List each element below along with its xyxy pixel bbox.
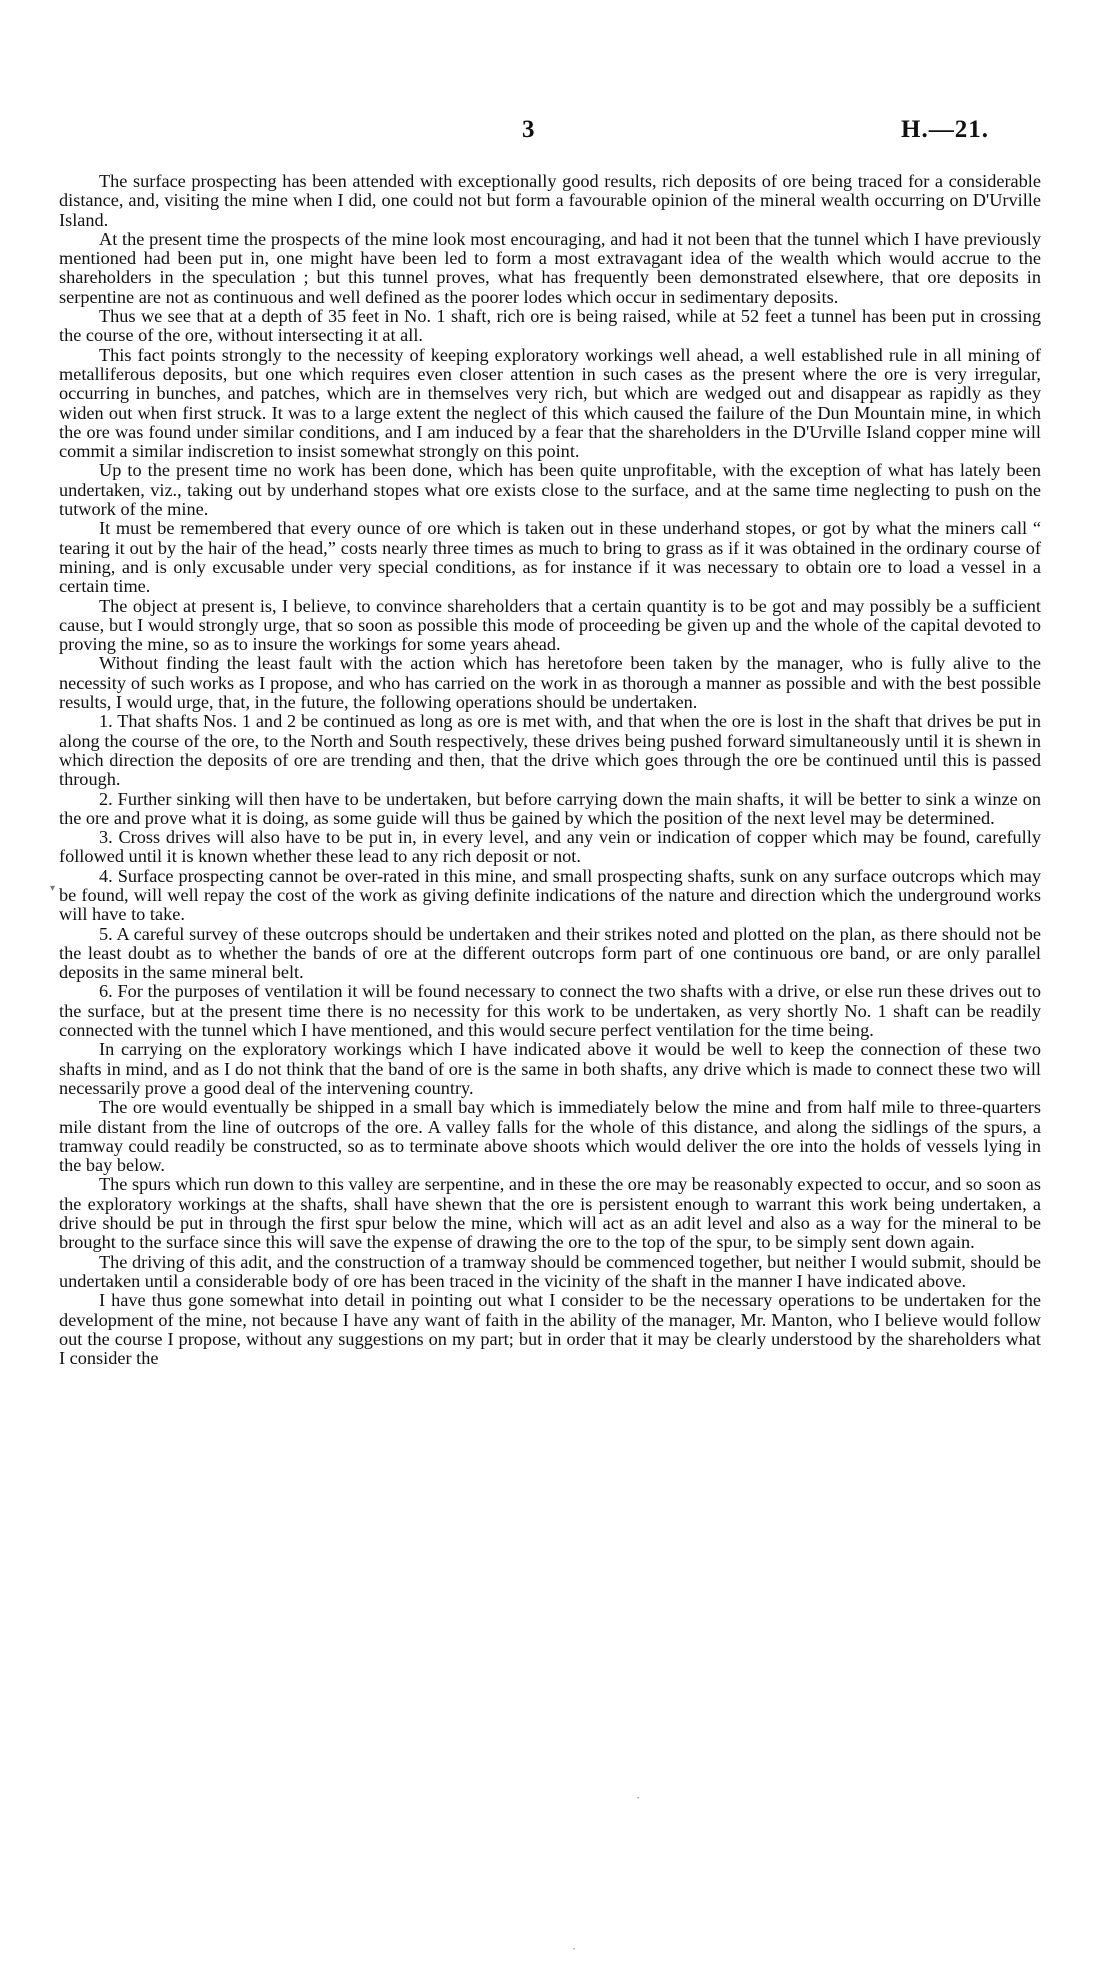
- paragraph: This fact points strongly to the necessity of keeping exploratory workings well ahead, a well established rule in all mining of metalliferous deposits, but one which requires even closer attention in such cases as the present where the ore is very irregular, occurring in bunches, and patches, which are in themselves very rich, but which are wedged out and disappear as rapidly as they widen out when first struck. It was to a large extent the neglect of this which caused the failure of the Dun Mountain mine, in which the ore was found under similar conditions, and I am induced by a fear that the shareholders in the D'Urville Island copper mine will commit a similar indiscretion to insist somewhat strongly on this point.: [59, 344, 1041, 462]
- paragraph: The object at present is, I believe, to convince shareholders that a certain quantity is to be got and may possibly be a sufficient cause, but I would strongly urge, that so soon as possible this mode of proceeding be given up and the whole of the capital devoted to proving the mine, so as to insure the workings for some years ahead.: [59, 595, 1041, 655]
- paragraph: The spurs which run down to this valley are serpentine, and in these the ore may be reasonably expected to occur, and so soon as the exploratory workings at the shafts, shall have shewn that the ore is persistent enough to warrant this work being undertaken, a drive should be put in through the first spur below the mine, which will act as an adit level and also as a way for the mineral to be brought to the surface since this will save the expense of drawing the ore to the top of the spur, to be simply sent down again.: [59, 1174, 1041, 1253]
- document-reference: H.—21.: [901, 116, 989, 143]
- paragraph: Up to the present time no work has been done, which has been quite unprofitable, with the exception of what has lately been undertaken, viz., taking out by underhand stopes what ore exists close to the surface, and at the same time neglecting to push on the tutwork of the mine.: [59, 460, 1041, 520]
- numbered-paragraph: 2. Further sinking will then have to be undertaken, but before carrying down the main shafts, it will be better to sink a winze on the ore and prove what it is doing, as some guide will thus be gained by which the position of the next level may be determined.: [59, 788, 1041, 828]
- scan-speck: ▾: [50, 883, 56, 894]
- paragraph: I have thus gone somewhat into detail in pointing out what I consider to be the necessary operations to be undertaken for the development of the mine, not because I have any want of faith in the ability of the manager, Mr. Manton, who I believe would follow out the course I propose, without any suggestions on my part; but in order that it may be clearly understood by the shareholders what I consider the: [59, 1290, 1041, 1369]
- page-number: 3: [522, 116, 535, 143]
- numbered-paragraph: 6. For the purposes of ventilation it will be found necessary to connect the two shafts with a drive, or else run these drives out to the surface, but at the present time there is no necessity for this work to be undertaken, as very shortly No. 1 shaft can be readily connected with the tunnel which I have mentioned, and this would secure perfect ventilation for the time being.: [59, 981, 1041, 1041]
- numbered-paragraph: 3. Cross drives will also have to be put in, in every level, and any vein or indication of copper which may be found, carefully followed until it is known whether these lead to any rich deposit or not.: [59, 827, 1041, 867]
- paragraph: Thus we see that at a depth of 35 feet in No. 1 shaft, rich ore is being raised, while at 52 feet a tunnel has been put in crossing the course of the ore, without intersecting it at all.: [59, 306, 1041, 346]
- paragraph: Without finding the least fault with the action which has heretofore been taken by the manager, who is fully alive to the necessity of such works as I propose, and who has carried on the work in as thorough a manner as possible and with the best possible results, I would urge, that, in the future, the following operations should be undertaken.: [59, 653, 1041, 713]
- paragraph: In carrying on the exploratory workings which I have indicated above it would be well to keep the connection of these two shafts in mind, and as I do not think that the band of ore is the same in both shafts, any drive which is made to connect these two will necessarily prove a good deal of the intervening country.: [59, 1039, 1041, 1098]
- numbered-paragraph: 5. A careful survey of these outcrops should be undertaken and their strikes noted and plotted on the plan, as there should not be the least doubt as to whether the bands of ore at the different outcrops form part of one continuous ore band, or are only parallel deposits in the same mineral belt.: [59, 923, 1041, 983]
- paragraph: The ore would eventually be shipped in a small bay which is immediately below the mine and from half mile to three-quarters mile distant from the line of outcrops of the ore. A valley falls for the whole of this distance, and along the sidlings of the spurs, a tramway could readily be constructed, so as to terminate above shoots which would deliver the ore into the holds of vessels lying in the bay below.: [59, 1097, 1041, 1176]
- paragraph: The surface prospecting has been attended with exceptionally good results, rich deposits of ore being traced for a considerable distance, and, visiting the mine when I did, one could not but form a favourable opinion of the mineral wealth occurring on D'Urville Island.: [59, 171, 1041, 230]
- report-body: [59, 172, 1041, 1368]
- paragraph: It must be remembered that every ounce of ore which is taken out in these underhand stopes, or got by what the miners call “ tearing it out by the hair of the head,” costs nearly three times as much to bring to grass as if it was obtained in the ordinary course of mining, and is only excusable under very special conditions, as for instance if it was necessary to obtain ore to load a vessel in a certain time.: [59, 518, 1041, 597]
- paragraph: The driving of this adit, and the construction of a tramway should be commenced together, but neither I would submit, should be undertaken until a considerable body of ore has been traced in the vicinity of the shaft in the manner I have indicated above.: [59, 1251, 1041, 1291]
- numbered-paragraph: 4. Surface prospecting cannot be over-rated in this mine, and small prospecting shafts, sunk on any surface outcrops which may be found, will well repay the cost of the work as giving definite indications of the nature and direction which the underground works will have to take.: [59, 865, 1041, 925]
- paragraph: At the present time the prospects of the mine look most encouraging, and had it not been that the tunnel which I have previously mentioned had been put in, one might have been led to form a most extravagant idea of the wealth which would accrue to the shareholders in the speculation ; but this tunnel proves, what has frequently been demonstrated elsewhere, that ore deposits in serpentine are not as continuous and well defined as the poorer lodes which occur in sedimentary deposits.: [59, 228, 1041, 307]
- scan-speck: •: [573, 1947, 576, 1953]
- numbered-paragraph: 1. That shafts Nos. 1 and 2 be continued as long as ore is met with, and that when the ore is lost in the shaft that drives be put in along the course of the ore, to the North and South respectively, these drives being pushed forward simultaneously until it is shewn in which direction the deposits of ore are trending and then, that the drive which goes through the ore be continued until this is passed through.: [59, 711, 1041, 790]
- scan-speck: •: [637, 1796, 640, 1802]
